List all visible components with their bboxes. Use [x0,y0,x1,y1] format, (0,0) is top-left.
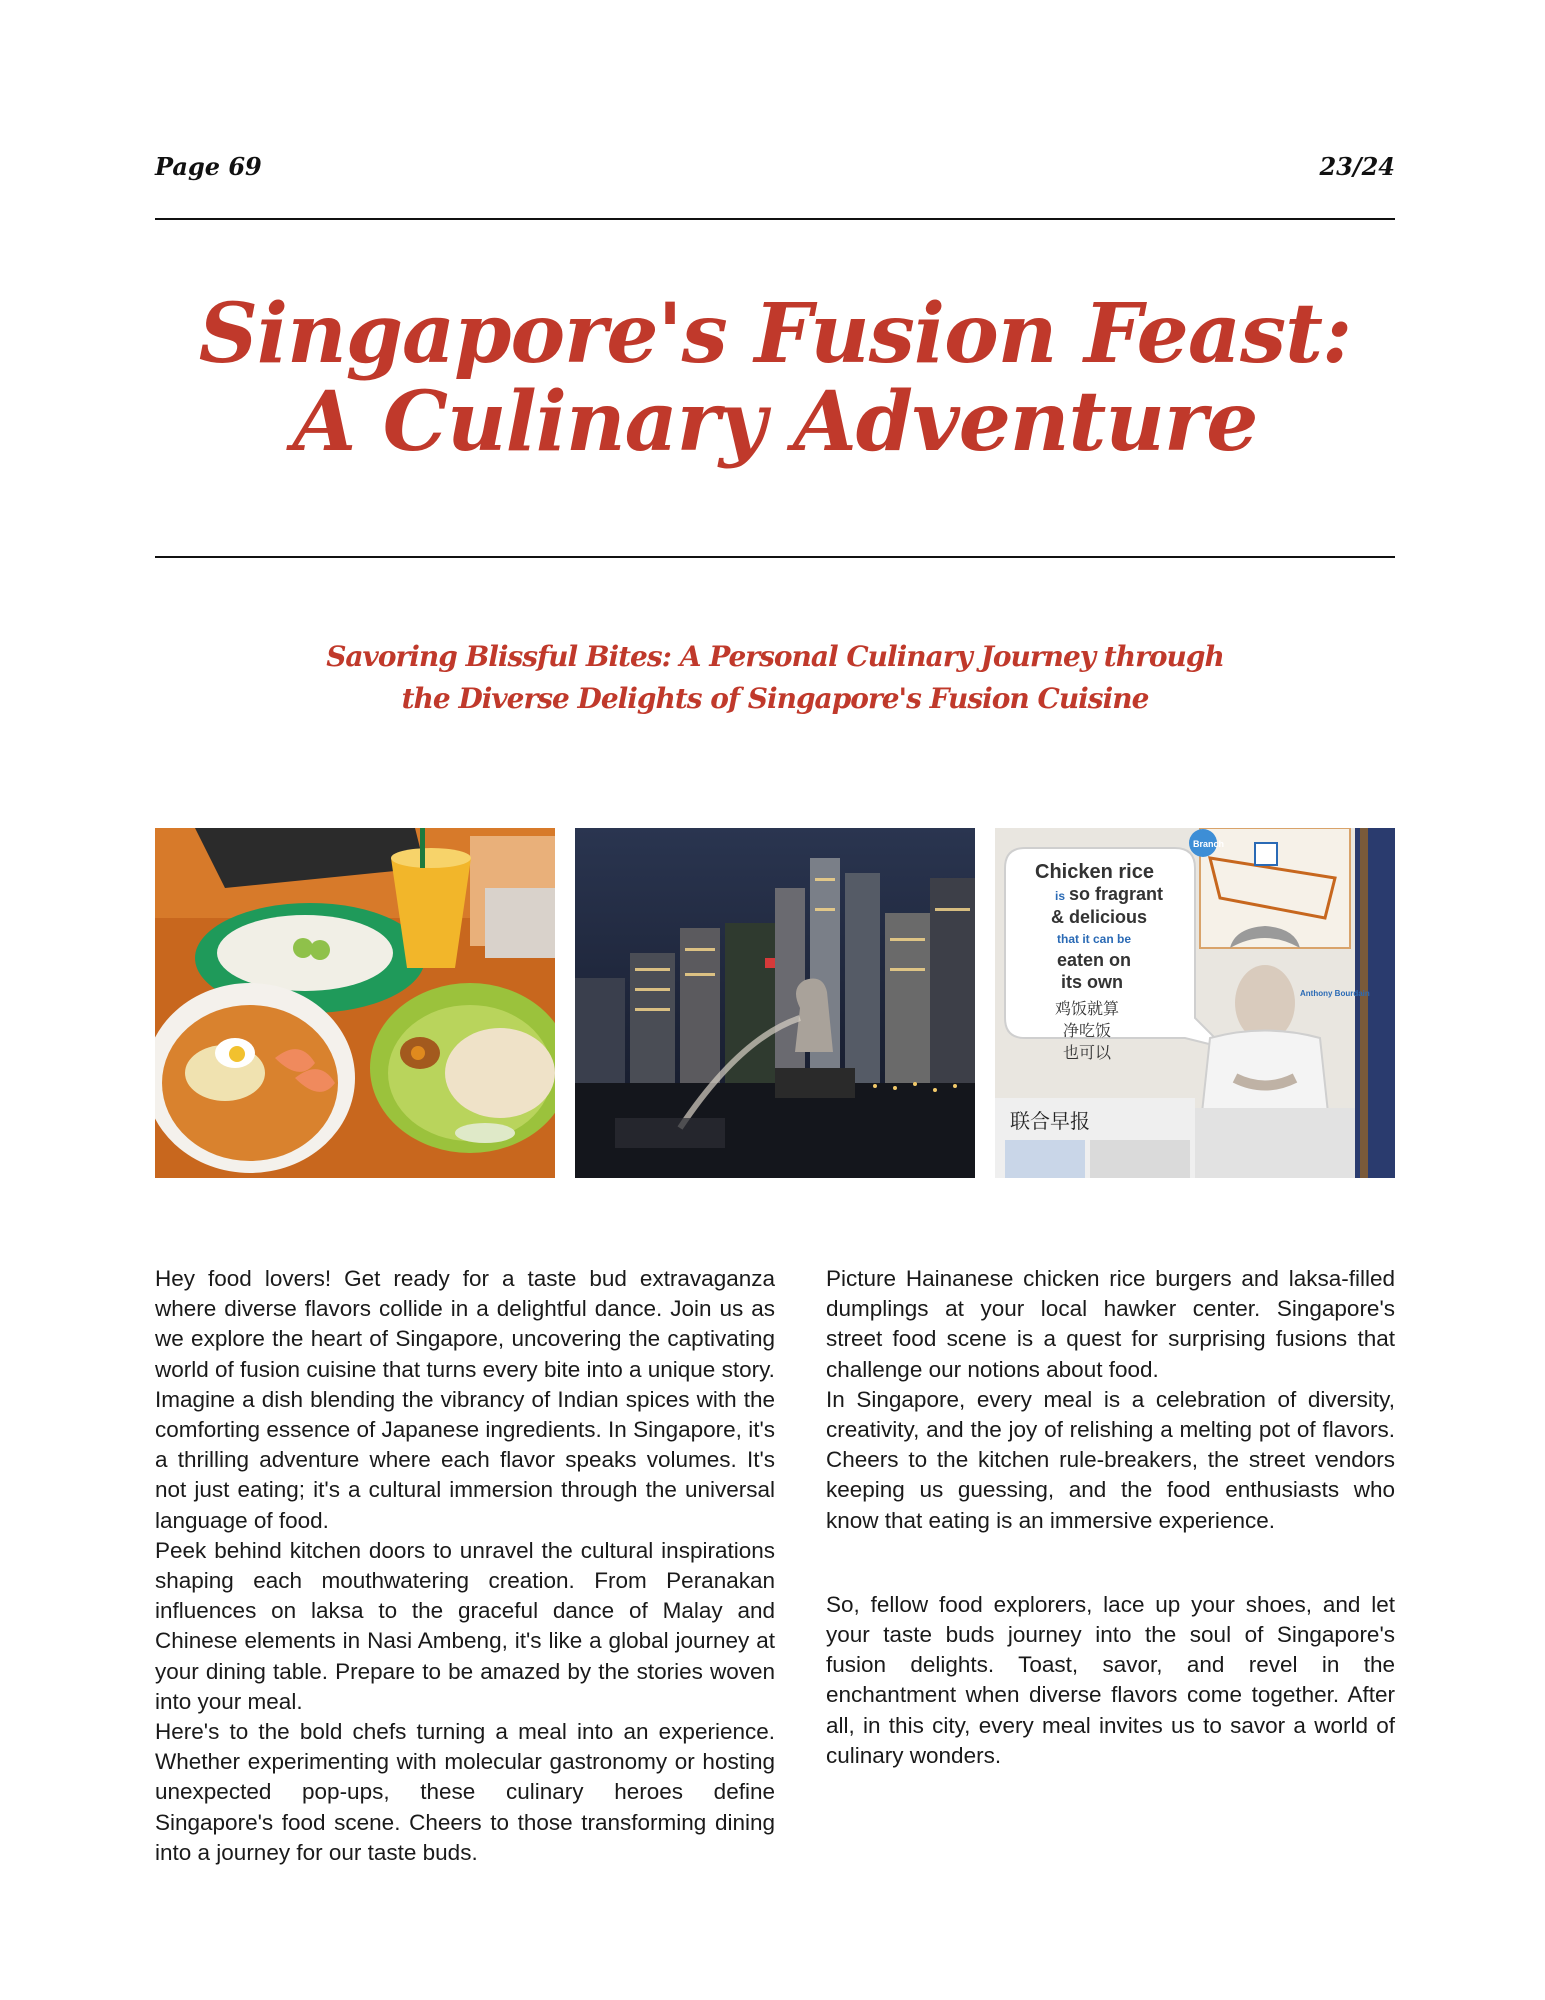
sign-quote-line-5: that it can be [1057,932,1132,946]
paragraph: Imagine a dish blending the vibrancy of Indian spices with the comforting essence of Japanese ingredients. In Singapore, it's a thrilling adventure where each flavor speaks volumes. It's not just eating; it's a cultural immersion through the universal language of food. [155,1386,775,1533]
page-count: 23/24 [1319,152,1395,181]
paragraph: In Singapore, every meal is a celebration of diversity, creativity, and the joy of relishing a melting pot of flavors. Cheers to the kitchen rule-breakers, the street vendors keeping us guessing, and the food enthusiasts who know that eating is an immersive experience. [826,1386,1395,1533]
newspaper-masthead: 联合早报 [1010,1109,1090,1133]
page-header [155,152,1395,192]
page-number: Page 69 [155,152,262,181]
branch-tag: Branch [1193,839,1225,849]
paragraph: Hey food lovers! Get ready for a taste bud extravaganza where diverse flavors collide in a delightful dance. Join us as we explore the heart of Singapore, uncovering the captivating world of fusion cuisine that turns every bite into a unique story. [155,1266,775,1382]
sign-quote-line-6: eaten on [1057,950,1132,970]
sign-quote-line-1: Chicken rice [1035,861,1154,883]
chicken-rice-sign-photo [995,828,1395,1178]
sign-quote-line-2: is [1055,889,1066,903]
subtitle-line-2: the Diverse Delights of Singapore's Fusion Cuisine [401,682,1149,715]
merlion-night-photo [575,828,975,1178]
photo-strip [155,828,1395,1178]
sign-quote-line-7: its own [1061,972,1123,992]
paragraph: Peek behind kitchen doors to unravel the cultural inspirations shaping each mouthwatering creation. From Peranakan influences on laksa to the graceful dance of Malay and Chinese elements in Nasi Ambeng, it's like a global journey at your dining table. Prepare to be amazed by the stories woven into your meal. [155,1537,775,1714]
middle-divider [155,556,1395,558]
paragraph: So, fellow food explorers, lace up your shoes, and let your taste buds journey into the soul of Singapore's fusion delights. Toast, savor, and revel in the enchantment when diverse flavors come together. After all, in this city, every meal invites us to savor a world of culinary wonders. [826,1591,1395,1768]
paragraph-spacer [826,1536,1395,1590]
sign-chinese-line-3: 也可以 [1063,1043,1112,1062]
body-column-right [826,1264,1395,1771]
sign-chinese-line-1: 鸡饭就算 [1055,999,1120,1018]
hawker-food-photo [155,828,555,1178]
article-title [150,286,1400,470]
subtitle-line-1: Savoring Blissful Bites: A Personal Culinary Journey through [326,640,1224,673]
title-line-2: A Culinary Adventure [292,374,1258,470]
paragraph: Picture Hainanese chicken rice burgers and laksa-filled dumplings at your local hawker center. Singapore's street food scene is a quest for surprising fusions that challenge our notions about food. [826,1266,1395,1382]
paragraph: Here's to the bold chefs turning a meal into an experience. Whether experimenting with molecular gastronomy or hosting unexpected pop-ups, these culinary heroes define Singapore's food scene. Cheers to those transforming dining into a journey for our taste buds. [155,1719,775,1865]
sign-chinese-line-2: 净吃饭 [1063,1021,1112,1040]
article-subtitle [155,636,1395,720]
sign-quote-line-4: & delicious [1051,907,1148,927]
sign-quote-line-3: so fragrant [1069,884,1164,904]
title-line-1: Singapore's Fusion Feast: [198,286,1352,382]
sign-person-name: Anthony Bourdain [1300,989,1370,998]
body-column-left [155,1264,775,1868]
top-divider [155,218,1395,220]
